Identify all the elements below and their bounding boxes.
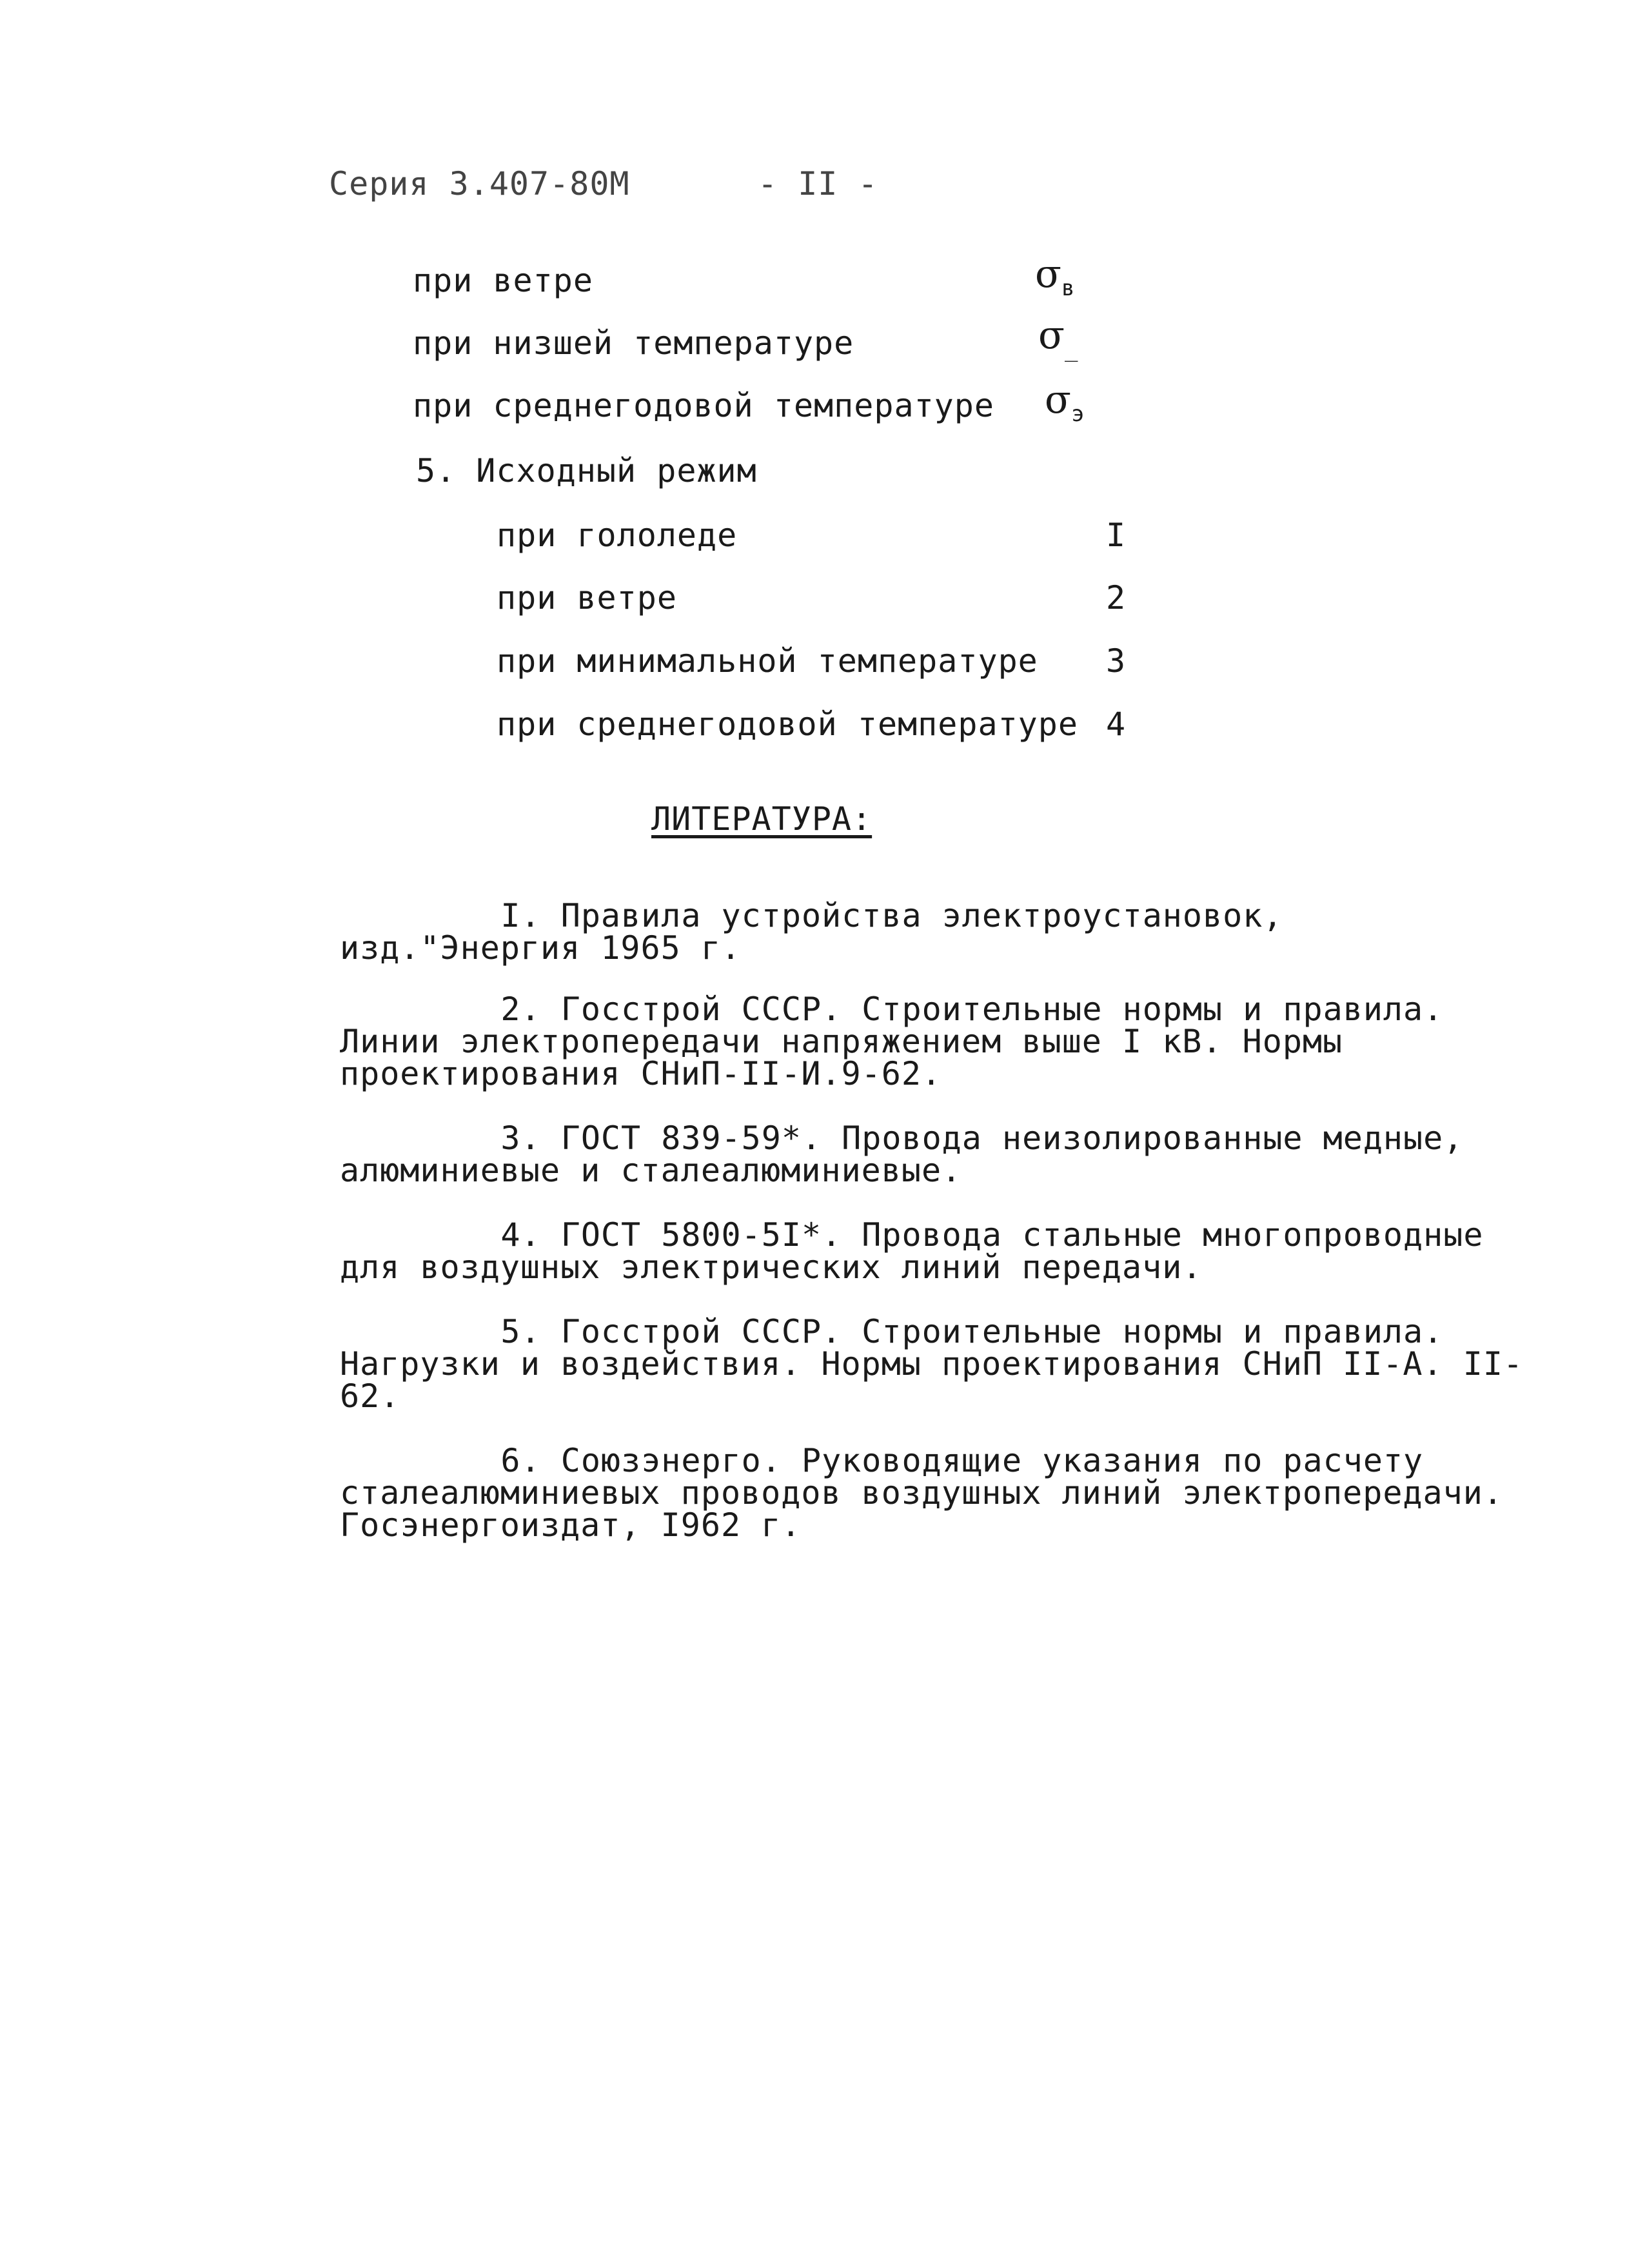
stress-label-low-temp: при низшей температуре	[413, 324, 854, 362]
mode-label-avg-temp: при среднегодовой температуре	[497, 705, 1078, 743]
sigma-low-temp-symbol: $\sigma_{\_}$	[1038, 313, 1078, 362]
mode-value-wind: 2	[1106, 579, 1127, 616]
literature-entry: 3. ГОСТ 839-59*. Провода неизолированные медные, алюминиевые и сталеалюминиевые.	[340, 1119, 1484, 1189]
mode-value-min-temp: 3	[1106, 642, 1127, 680]
sigma-avg-temp-symbol: $\sigma_э$	[1045, 377, 1085, 427]
literature-entry: 5. Госстрой СССР. Строительные нормы и правила. Нагрузки и воздействия. Нормы проектирования СНиП II-А. II-62.	[340, 1313, 1524, 1415]
literature-entry: I. Правила устройства электроустановок, изд."Энергия 1965 г.	[340, 897, 1303, 967]
stress-label-wind: при ветре	[413, 262, 593, 299]
literature-entry: 4. ГОСТ 5800-5I*. Провода стальные многопроводные для воздушных электрических линий передачи.	[340, 1216, 1504, 1286]
mode-value-ice: I	[1106, 517, 1127, 554]
page-number: - II -	[758, 165, 878, 202]
mode-label-min-temp: при минимальной температуре	[497, 642, 1038, 680]
literature-entry: 6. Союзэнерго. Руководящие указания по расчету сталеалюминиевых проводов воздушных линий электропередачи. Госэнергоиздат, I962 г.	[340, 1442, 1524, 1544]
mode-label-ice: при гололеде	[497, 517, 738, 554]
section5-title: 5. Исходный режим	[416, 452, 757, 489]
mode-value-avg-temp: 4	[1106, 705, 1127, 743]
literature-heading: ЛИТЕРАТУРА:	[651, 800, 873, 838]
literature-entry: 2. Госстрой СССР. Строительные нормы и правила. Линии электропередачи напряжением выше I кВ. Нормы проектирования СНиП-II-И.9-62.	[340, 991, 1464, 1092]
series-label: Серия 3.407-80М	[329, 165, 630, 202]
mode-label-wind: при ветре	[497, 579, 677, 616]
stress-label-avg-temp: при среднегодовой температуре	[413, 387, 994, 424]
sigma-wind-symbol: $\sigma_в$	[1035, 251, 1075, 301]
